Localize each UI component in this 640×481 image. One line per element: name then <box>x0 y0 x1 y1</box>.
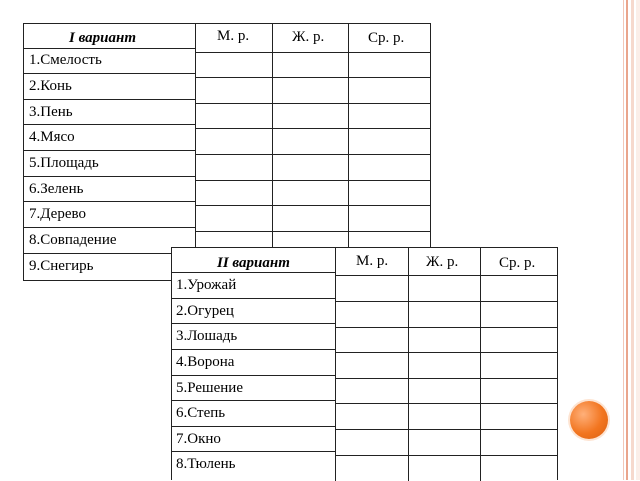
row-line <box>335 403 557 404</box>
answer-columns <box>335 248 557 481</box>
row-line <box>24 73 195 74</box>
list-item: 4.Ворона <box>176 354 235 370</box>
row-line <box>24 99 195 100</box>
header-neuter: Ср. р. <box>368 30 405 46</box>
row-line <box>195 180 430 181</box>
row-line <box>335 352 557 353</box>
decorative-border <box>620 0 640 480</box>
row-line <box>172 426 335 427</box>
word-column <box>172 248 335 481</box>
row-line <box>195 231 430 232</box>
header-masculine: М. р. <box>356 253 389 269</box>
row-line <box>335 429 557 430</box>
border-stripe <box>631 0 634 480</box>
list-item: 2.Конь <box>29 78 72 94</box>
header-feminine: Ж. р. <box>426 254 459 270</box>
row-line <box>335 275 557 276</box>
list-item: 3.Пень <box>29 104 73 120</box>
header-neuter: Ср. р. <box>499 255 536 271</box>
next-slide-button[interactable] <box>570 401 608 439</box>
variant-1-table <box>23 23 431 281</box>
row-line <box>335 455 557 456</box>
row-line <box>172 349 335 350</box>
border-stripe <box>636 0 640 480</box>
list-item: 5.Площадь <box>29 155 99 171</box>
row-line <box>24 253 195 254</box>
list-item: 1.Смелость <box>29 52 102 68</box>
row-line <box>195 205 430 206</box>
row-line <box>335 378 557 379</box>
header-feminine: Ж. р. <box>292 29 325 45</box>
list-item: 2.Огурец <box>176 303 234 319</box>
row-line <box>24 227 195 228</box>
row-line <box>195 128 430 129</box>
row-line <box>195 77 430 78</box>
list-item: 5.Решение <box>176 380 243 396</box>
list-item: 7.Дерево <box>29 206 86 222</box>
border-stripe <box>623 0 624 480</box>
row-line <box>24 150 195 151</box>
list-item: 1.Урожай <box>176 277 237 293</box>
row-line <box>24 176 195 177</box>
variant-title: II вариант <box>217 255 290 271</box>
list-item: 8.Тюлень <box>176 456 236 472</box>
row-line <box>172 400 335 401</box>
row-line <box>172 272 335 273</box>
variant-title: I вариант <box>69 30 137 46</box>
word-column <box>24 24 195 282</box>
row-line <box>172 375 335 376</box>
list-item: 8.Совпадение <box>29 232 117 248</box>
row-line <box>195 154 430 155</box>
list-item: 3.Лошадь <box>176 328 238 344</box>
list-item: 9.Снегирь <box>29 258 94 274</box>
list-item: 6.Степь <box>176 405 226 421</box>
header-masculine: М. р. <box>217 28 250 44</box>
row-line <box>172 451 335 452</box>
row-line <box>172 298 335 299</box>
border-stripe <box>626 0 628 480</box>
list-item: 7.Окно <box>176 431 221 447</box>
row-line <box>24 124 195 125</box>
row-line <box>335 327 557 328</box>
answer-columns <box>195 24 430 282</box>
row-line <box>24 48 195 49</box>
row-line <box>195 103 430 104</box>
row-line <box>24 201 195 202</box>
variant-2-table <box>171 247 558 480</box>
list-item: 4.Мясо <box>29 129 75 145</box>
row-line <box>172 323 335 324</box>
row-line <box>335 301 557 302</box>
list-item: 6.Зелень <box>29 181 84 197</box>
row-line <box>195 52 430 53</box>
